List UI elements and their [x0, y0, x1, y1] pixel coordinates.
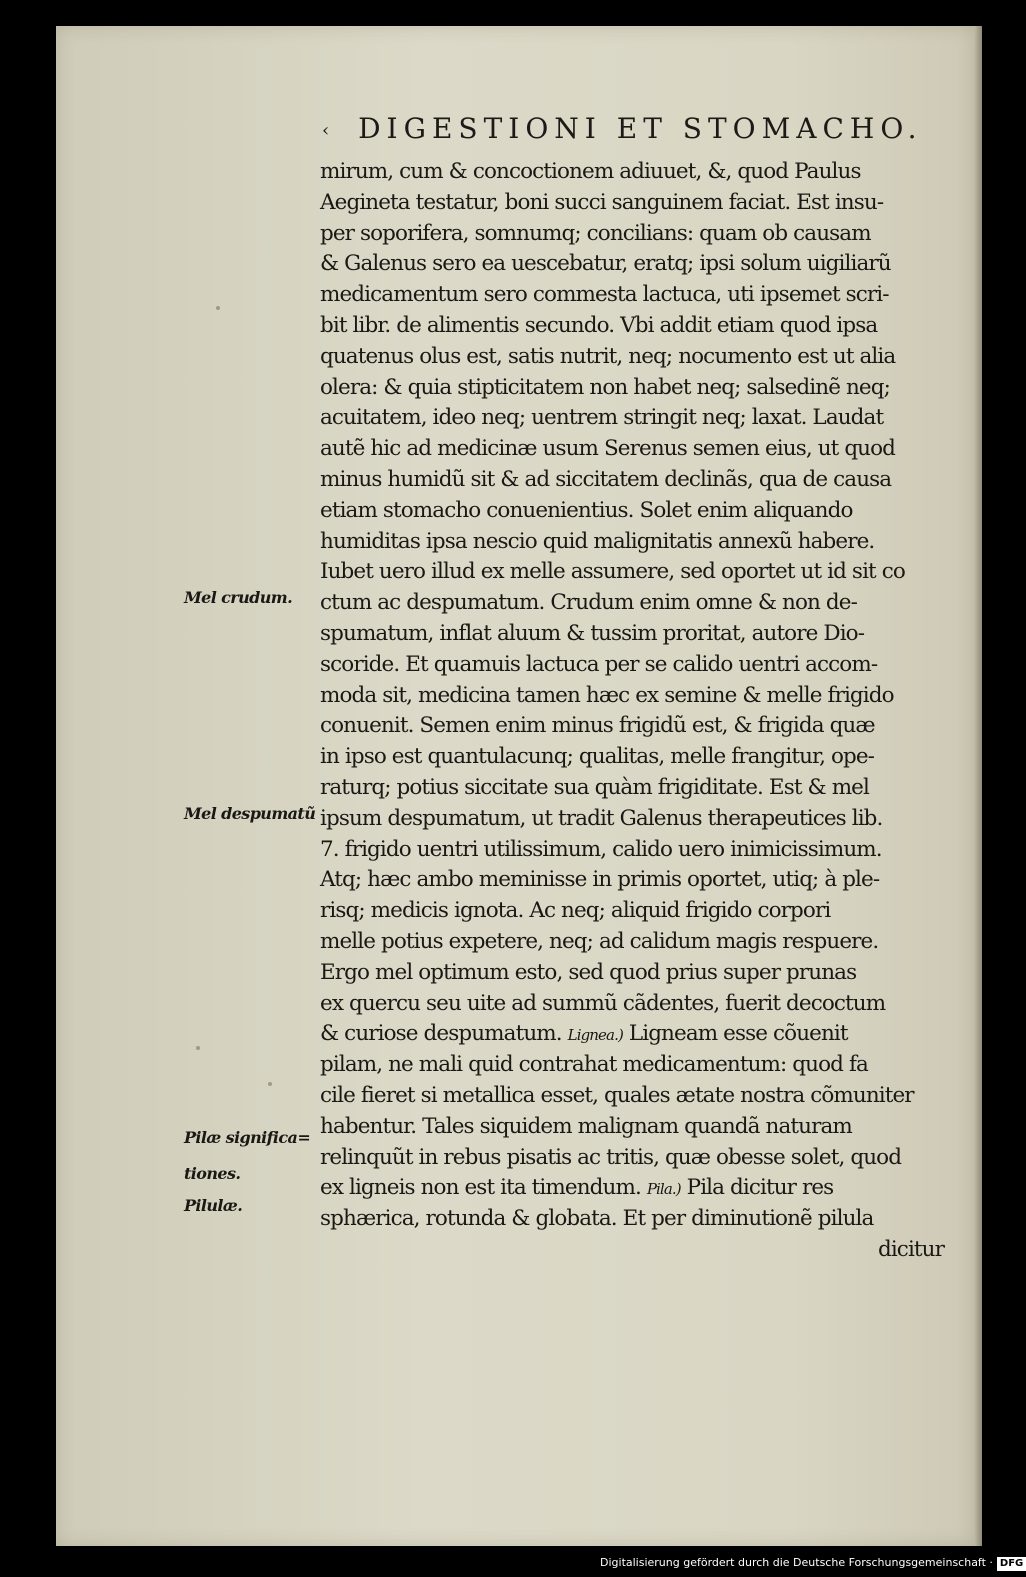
- text-line: medicamentum sero commesta lactuca, uti ipsemet scri-: [320, 282, 889, 308]
- text-line: 7. frigido uentri utilissimum, calido uero inimicissimum.: [320, 836, 882, 862]
- text-line: cile fieret si metallica esset, quales ætate nostra cõmuniter: [320, 1082, 914, 1108]
- text-line: olera: & quia stipticitatem non habet neq; salsedinẽ neq;: [320, 374, 890, 400]
- text-segment: Pila dicitur res: [680, 1175, 834, 1201]
- margin-note-pilae: Pilæ significa=: [184, 1128, 311, 1147]
- text-line: [320, 1019, 960, 1050]
- text-line: & Galenus sero ea uescebatur, eratq; ipsi solum uigiliarũ: [320, 251, 891, 277]
- margin-note-pilulae: Pilulæ.: [184, 1196, 243, 1215]
- running-head: [322, 112, 922, 150]
- text-line: acuitatem, ideo neq; uentrem stringit neq; laxat. Laudat: [320, 405, 884, 431]
- catchword: dicitur: [877, 1236, 944, 1262]
- text-line: mirum, cum & concoctionem adiuuet, &, quod Paulus: [320, 159, 861, 184]
- text-line: ctum ac despumatum. Crudum enim omne & non de-: [320, 590, 857, 616]
- dfg-logo: DFG: [997, 1557, 1026, 1571]
- digitization-footer: [600, 1552, 1024, 1574]
- text-line: moda sit, medicina tamen hæc ex semine & melle frigido: [320, 682, 894, 708]
- page-edge: [974, 26, 982, 1546]
- text-line: humiditas ipsa nescio quid malignitatis annexũ habere.: [320, 528, 875, 554]
- running-head-mark: ‹: [322, 120, 330, 141]
- text-line: in ipso est quantulacunq; qualitas, melle frangitur, ope-: [320, 744, 875, 770]
- text-line: raturq; potius siccitate sua quàm frigiditate. Est & mel: [320, 774, 869, 800]
- page-smudge: [216, 306, 220, 310]
- text-line: Ergo mel optimum esto, sed quod prius super prunas: [320, 959, 857, 985]
- inline-label-pila: Pila.): [646, 1180, 681, 1199]
- text-line: Atq; hæc ambo meminisse in primis oportet, utiq; à ple-: [320, 867, 880, 893]
- margin-note-mel-despumatum: Mel despumatũ: [184, 804, 316, 823]
- text-line: bit libr. de alimentis secundo. Vbi addit etiam quod ipsa: [320, 312, 878, 338]
- text-line: quatenus olus est, satis nutrit, neq; nocumento est ut alia: [320, 343, 896, 369]
- text-line: conuenit. Semen enim minus frigidũ est, & frigida quæ: [320, 713, 875, 739]
- page-smudge: [268, 1082, 272, 1086]
- text-line: relinquũt in rebus pisatis ac tritis, quæ obesse solet, quod: [320, 1144, 902, 1170]
- page-smudge: [196, 1046, 200, 1050]
- text-line: ipsum despumatum, ut tradit Galenus therapeutices lib.: [320, 805, 883, 831]
- text-line: [320, 1173, 960, 1204]
- text-segment: & curiose despumatum.: [320, 1021, 562, 1047]
- text-segment: ex ligneis non est ita timendum.: [320, 1175, 641, 1201]
- text-line: Aegineta testatur, boni succi sanguinem faciat. Est insu-: [320, 189, 884, 215]
- margin-note-mel-crudum: Mel crudum.: [184, 588, 293, 607]
- text-line: ex quercu seu uite ad summũ cãdentes, fuerit decoctum: [320, 990, 886, 1016]
- text-line: pilam, ne mali quid contrahat medicamentum: quod fa: [320, 1052, 868, 1078]
- text-line: etiam stomacho conuenientius. Solet enim aliquando: [320, 497, 853, 523]
- text-line: Iubet uero illud ex melle assumere, sed oportet ut id sit co: [320, 559, 905, 585]
- text-line: per soporifera, somnumq; concilians: quam ob causam: [320, 220, 871, 246]
- text-segment: Ligneam esse cõuenit: [622, 1021, 848, 1047]
- text-line: minus humidũ sit & ad siccitatem declinãs, qua de causa: [320, 466, 892, 492]
- text-line: scoride. Et quamuis lactuca per se calido uentri accom-: [320, 651, 878, 677]
- text-line: habentur. Tales siquidem malignam quandã naturam: [320, 1113, 852, 1139]
- text-line: sphærica, rotunda & globata. Et per diminutionẽ pilula: [320, 1206, 874, 1232]
- footer-text: Digitalisierung gefördert durch die Deutsche Forschungsgemeinschaft ·: [600, 1556, 993, 1569]
- inline-label-lignea: Lignea.): [567, 1026, 623, 1045]
- running-head-title: DIGESTIONI ET STOMACHO.: [358, 112, 923, 145]
- text-line: autẽ hic ad medicinæ usum Serenus semen eius, ut quod: [320, 436, 896, 462]
- body-text: [320, 157, 960, 1266]
- text-line: spumatum, inflat aluum & tussim proritat, autore Dio-: [320, 620, 865, 646]
- margin-note-pilae-cont: tiones.: [184, 1164, 241, 1183]
- text-line: melle potius expetere, neq; ad calidum magis respuere.: [320, 928, 879, 954]
- text-line: risq; medicis ignota. Ac neq; aliquid frigido corpori: [320, 898, 831, 924]
